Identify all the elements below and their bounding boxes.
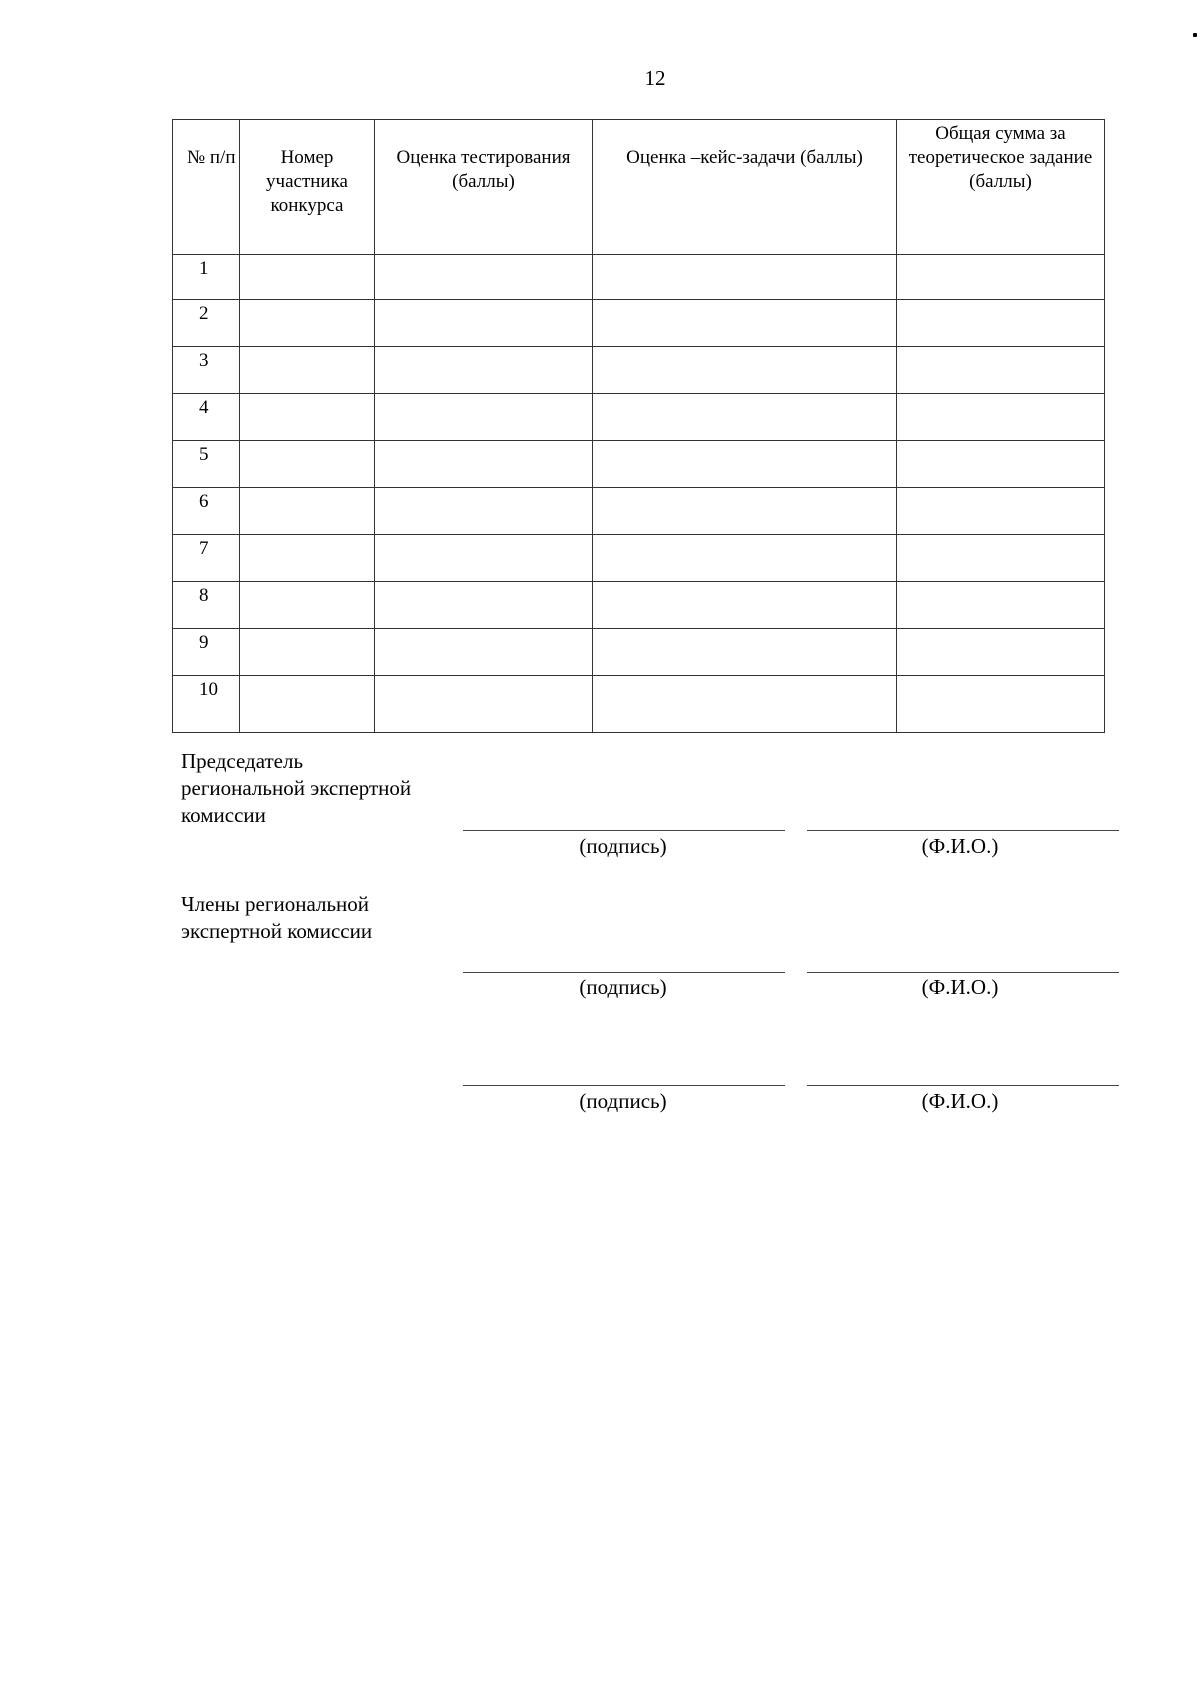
header-participant: Номер участника конкурса bbox=[240, 120, 375, 255]
case-cell[interactable] bbox=[593, 255, 897, 300]
table-row bbox=[173, 255, 1105, 300]
table-row bbox=[173, 441, 1105, 488]
case-cell[interactable] bbox=[593, 441, 897, 488]
table-row bbox=[173, 676, 1105, 733]
testing-cell[interactable] bbox=[375, 676, 593, 733]
testing-cell[interactable] bbox=[375, 300, 593, 347]
table-row bbox=[173, 394, 1105, 441]
case-cell[interactable] bbox=[593, 582, 897, 629]
table-row bbox=[173, 582, 1105, 629]
chairman-signature-caption: (подпись) bbox=[579, 834, 667, 858]
table-row bbox=[173, 535, 1105, 582]
row-number: 10 bbox=[173, 676, 240, 733]
corner-mark bbox=[1193, 33, 1197, 37]
member-2-signature-line[interactable] bbox=[463, 1085, 785, 1086]
row-number: 4 bbox=[173, 394, 240, 441]
case-cell[interactable] bbox=[593, 629, 897, 676]
testing-cell[interactable] bbox=[375, 629, 593, 676]
row-number: 3 bbox=[173, 347, 240, 394]
member-1-signature-caption: (подпись) bbox=[579, 975, 667, 999]
participant-cell[interactable] bbox=[240, 488, 375, 535]
participant-cell[interactable] bbox=[240, 582, 375, 629]
row-number: 2 bbox=[173, 300, 240, 347]
case-cell[interactable] bbox=[593, 488, 897, 535]
participant-cell[interactable] bbox=[240, 676, 375, 733]
member-2-name-caption: (Ф.И.О.) bbox=[921, 1089, 999, 1113]
testing-cell[interactable] bbox=[375, 441, 593, 488]
participant-cell[interactable] bbox=[240, 300, 375, 347]
case-cell[interactable] bbox=[593, 535, 897, 582]
testing-cell[interactable] bbox=[375, 535, 593, 582]
total-cell[interactable] bbox=[897, 535, 1105, 582]
row-number: 1 bbox=[173, 255, 240, 300]
participant-cell[interactable] bbox=[240, 255, 375, 300]
participant-cell[interactable] bbox=[240, 441, 375, 488]
score-table bbox=[172, 119, 1105, 733]
table-header-row bbox=[173, 120, 1105, 255]
member-2-signature-caption: (подпись) bbox=[579, 1089, 667, 1113]
page-number: 12 bbox=[644, 66, 666, 90]
total-cell[interactable] bbox=[897, 300, 1105, 347]
header-testing: Оценка тестирования (баллы) bbox=[375, 120, 593, 255]
testing-cell[interactable] bbox=[375, 347, 593, 394]
table-row bbox=[173, 300, 1105, 347]
member-1-name-caption: (Ф.И.О.) bbox=[921, 975, 999, 999]
testing-cell[interactable] bbox=[375, 488, 593, 535]
case-cell[interactable] bbox=[593, 394, 897, 441]
table-row bbox=[173, 488, 1105, 535]
total-cell[interactable] bbox=[897, 629, 1105, 676]
header-total: Общая сумма за теоретическое задание (баллы) bbox=[897, 120, 1105, 255]
member-1-signature-line[interactable] bbox=[463, 972, 785, 973]
chairman-name-caption: (Ф.И.О.) bbox=[921, 834, 999, 858]
participant-cell[interactable] bbox=[240, 394, 375, 441]
total-cell[interactable] bbox=[897, 676, 1105, 733]
total-cell[interactable] bbox=[897, 488, 1105, 535]
chairman-signature-line[interactable] bbox=[463, 830, 785, 831]
members-label: Члены региональной экспертной комиссии bbox=[181, 892, 373, 943]
participant-cell[interactable] bbox=[240, 535, 375, 582]
participant-cell[interactable] bbox=[240, 347, 375, 394]
case-cell[interactable] bbox=[593, 300, 897, 347]
total-cell[interactable] bbox=[897, 441, 1105, 488]
header-case: Оценка –кейс-задачи (баллы) bbox=[593, 120, 897, 255]
row-number: 5 bbox=[173, 441, 240, 488]
row-number: 6 bbox=[173, 488, 240, 535]
total-cell[interactable] bbox=[897, 394, 1105, 441]
total-cell[interactable] bbox=[897, 255, 1105, 300]
chairman-label: Председатель региональной экспертной комиссии bbox=[181, 749, 412, 827]
participant-cell[interactable] bbox=[240, 629, 375, 676]
testing-cell[interactable] bbox=[375, 255, 593, 300]
total-cell[interactable] bbox=[897, 347, 1105, 394]
row-number: 9 bbox=[173, 629, 240, 676]
case-cell[interactable] bbox=[593, 347, 897, 394]
table-row bbox=[173, 629, 1105, 676]
total-cell[interactable] bbox=[897, 582, 1105, 629]
table-row bbox=[173, 347, 1105, 394]
member-2-name-line[interactable] bbox=[807, 1085, 1119, 1086]
member-1-name-line[interactable] bbox=[807, 972, 1119, 973]
case-cell[interactable] bbox=[593, 676, 897, 733]
row-number: 7 bbox=[173, 535, 240, 582]
testing-cell[interactable] bbox=[375, 582, 593, 629]
chairman-name-line[interactable] bbox=[807, 830, 1119, 831]
header-num: № п/п bbox=[173, 120, 240, 255]
row-number: 8 bbox=[173, 582, 240, 629]
testing-cell[interactable] bbox=[375, 394, 593, 441]
